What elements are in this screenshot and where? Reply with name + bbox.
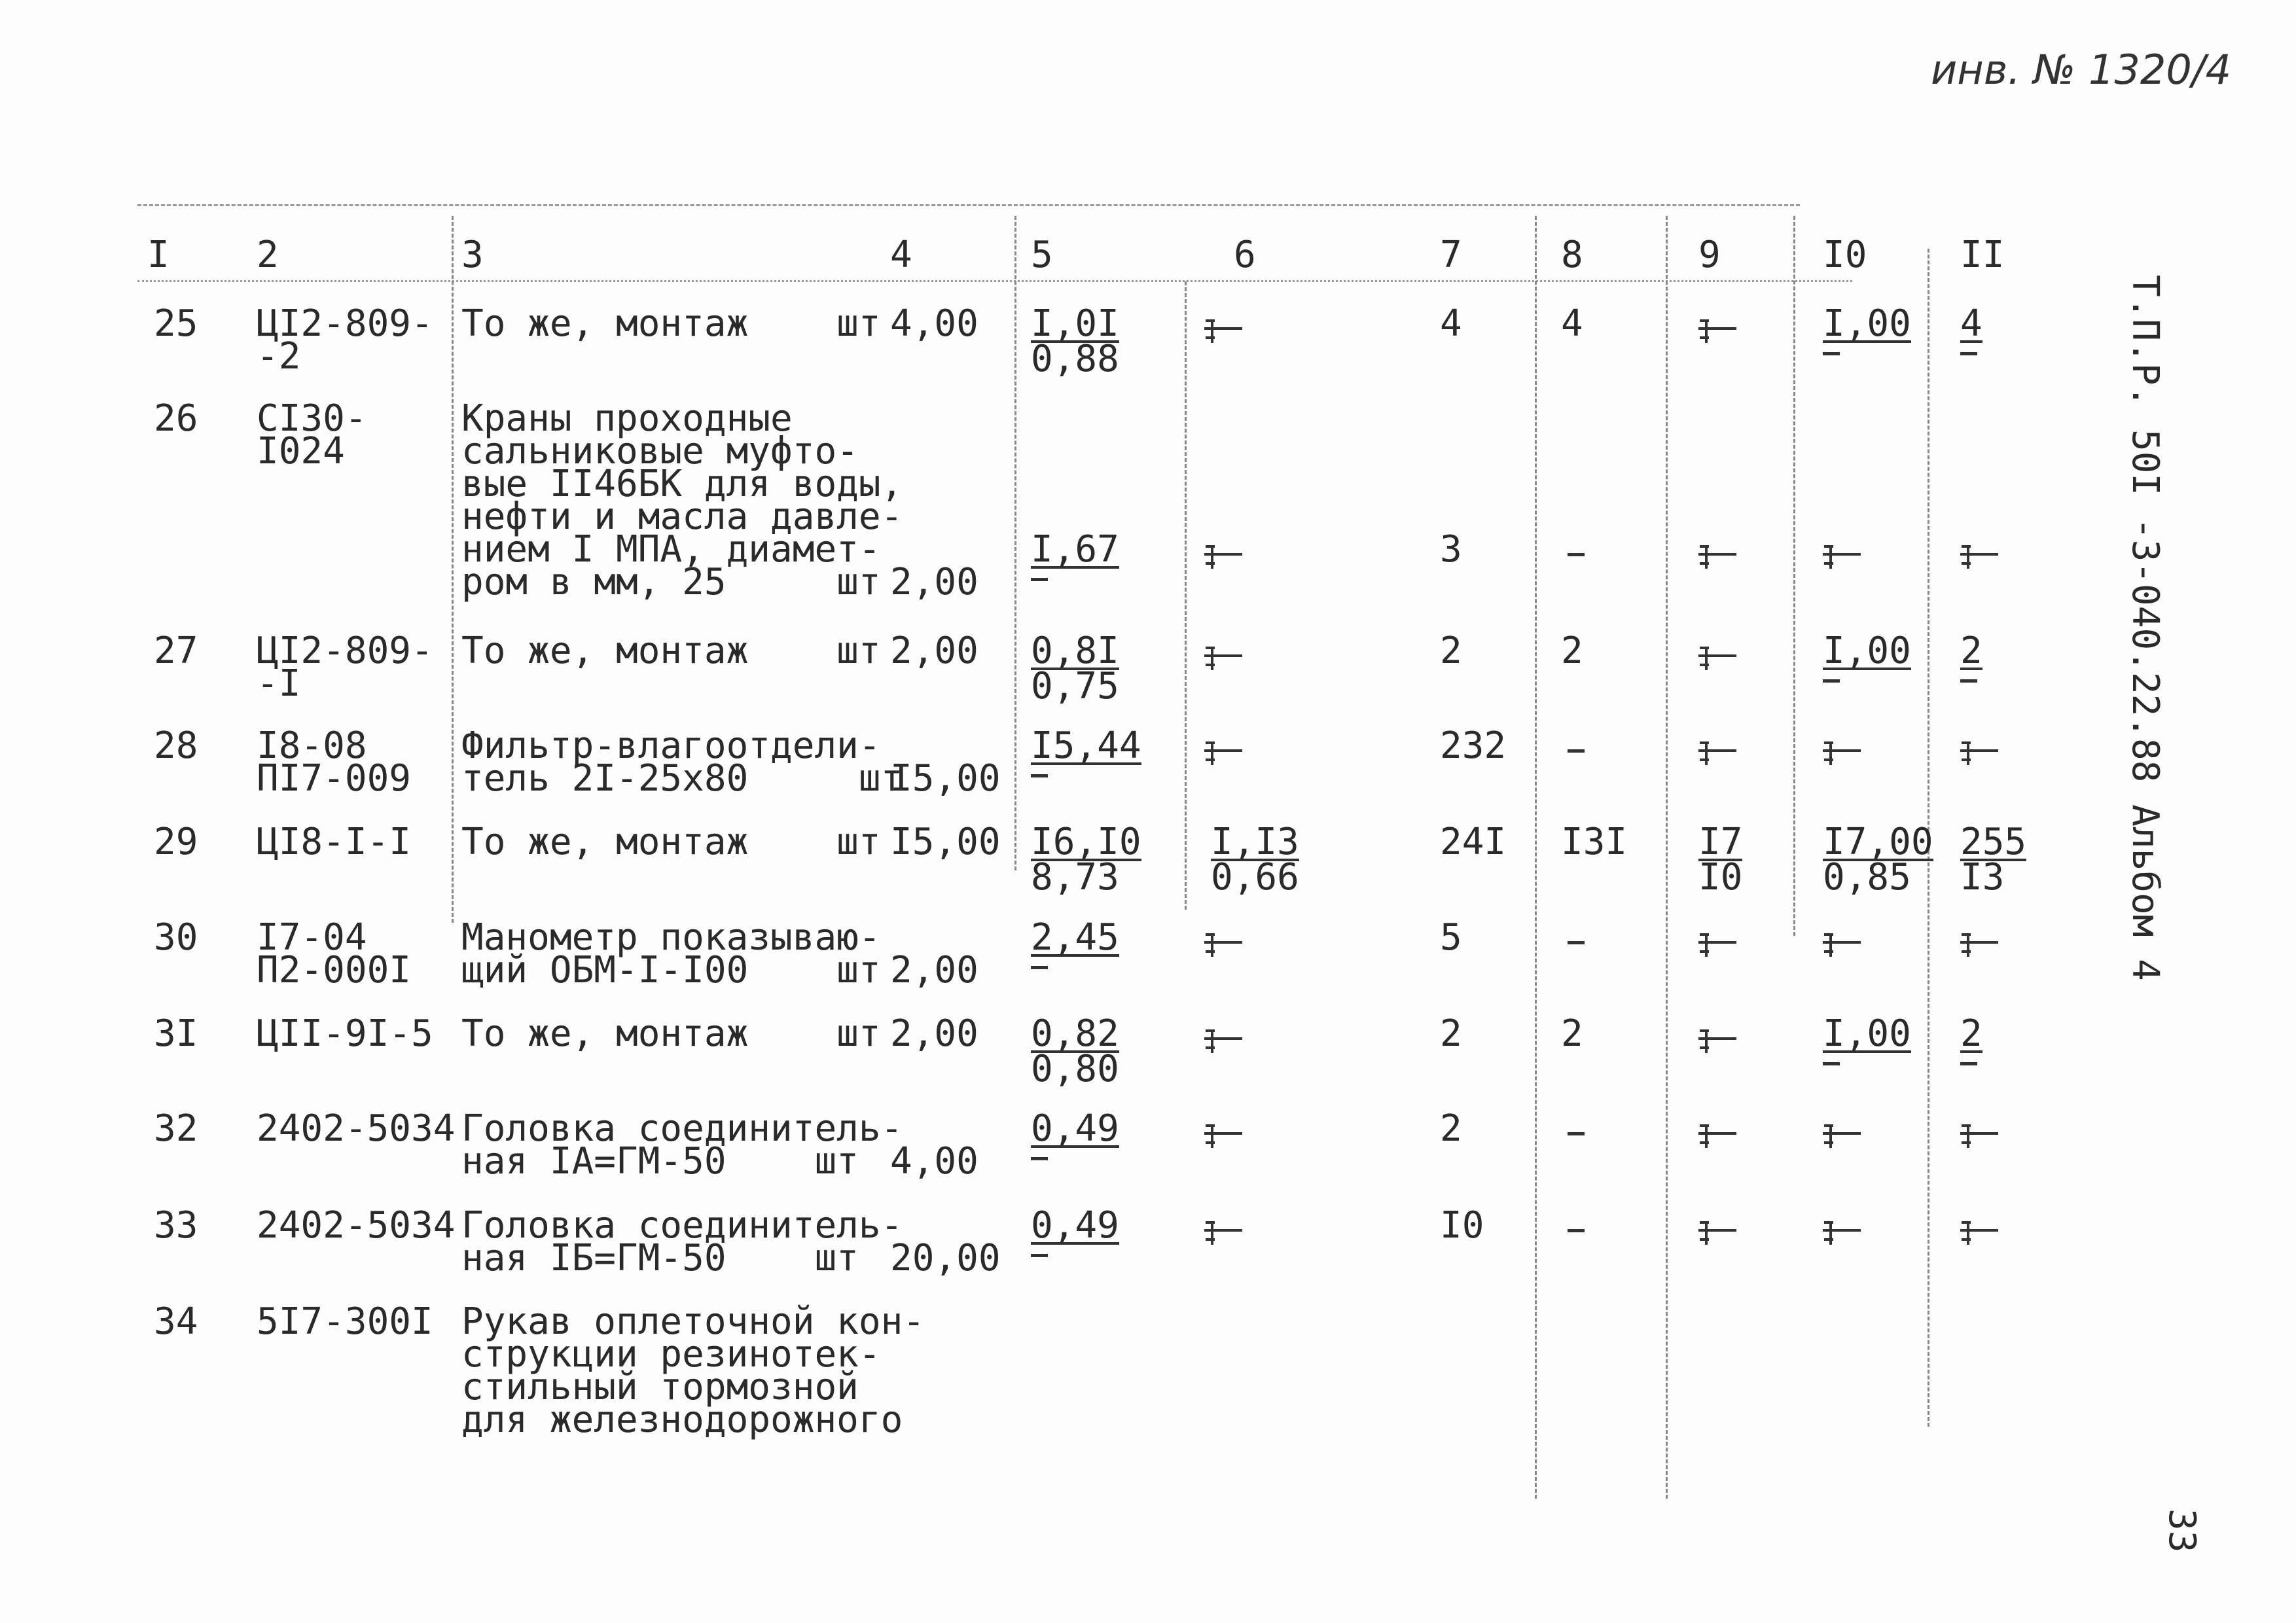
divider-col10 xyxy=(1793,216,1795,936)
row-code-line2: ПI7-009 xyxy=(257,757,412,800)
row-code: I8-08 xyxy=(257,724,367,767)
cell-col11-denominator xyxy=(1960,670,1977,683)
row-quantity: 2,00 xyxy=(890,630,978,672)
cell-col11-numerator: 2 xyxy=(1960,630,1982,672)
cell-col5 xyxy=(1031,630,1119,707)
row-quantity: 2,00 xyxy=(890,1012,978,1055)
row-description-line: Краны проходные xyxy=(461,397,793,440)
cell-col5-denominator: 0,88 xyxy=(1031,338,1119,380)
same-as-above-mark xyxy=(1698,1122,1738,1152)
row-description-line: Рукав оплеточной кон- xyxy=(461,1300,925,1343)
dash-mark xyxy=(1031,1254,1048,1257)
row-code: ЦII-9I-5 xyxy=(257,1012,433,1055)
row-number: 28 xyxy=(154,724,198,767)
row-description-line: тель 2I-25х80 шт xyxy=(461,757,903,800)
row-number: 29 xyxy=(154,821,198,863)
row-number: 32 xyxy=(154,1107,198,1150)
row-quantity: I5,00 xyxy=(890,757,1001,800)
cell-col9-numerator: I7 xyxy=(1698,821,1743,863)
cell-col9-denominator: I0 xyxy=(1698,856,1743,899)
cell-col5 xyxy=(1031,724,1141,777)
same-as-above-mark xyxy=(1698,1219,1738,1249)
row-number: 30 xyxy=(154,916,198,959)
row-quantity: 2,00 xyxy=(890,949,978,991)
cell-col5 xyxy=(1031,302,1119,380)
row-description-line: То же, монтаж шт xyxy=(461,821,881,863)
column-header-10: I0 xyxy=(1823,234,1867,276)
cell-col10 xyxy=(1823,1012,1911,1065)
cell-col10 xyxy=(1823,630,1911,683)
row-description-line: нием I МПА, диамет- xyxy=(461,528,881,571)
row-description-line: щий ОБМ-I-I00 шт xyxy=(461,949,881,991)
same-as-above-mark xyxy=(1698,931,1738,961)
divider-col9 xyxy=(1666,216,1668,1499)
cell-col5-denominator xyxy=(1031,569,1048,581)
column-header-3: 3 xyxy=(461,234,484,276)
cell-col5-numerator: 2,45 xyxy=(1031,916,1119,959)
cell-col5-numerator: 0,8I xyxy=(1031,630,1119,672)
dash-mark xyxy=(1031,774,1048,777)
dash-mark xyxy=(1568,941,1585,944)
cell-col10-numerator: I,00 xyxy=(1823,630,1911,672)
divider-col3 xyxy=(452,216,454,923)
same-as-above-mark xyxy=(1960,543,2000,573)
dash-mark xyxy=(1960,352,1977,355)
row-number: 27 xyxy=(154,630,198,672)
cell-col8: 2 xyxy=(1561,630,1583,672)
dash-mark xyxy=(1568,553,1585,556)
column-header-5: 5 xyxy=(1031,234,1053,276)
cell-col7: 232 xyxy=(1440,724,1507,767)
row-code: ЦI2-809- xyxy=(257,302,433,345)
cell-col5 xyxy=(1031,1012,1119,1090)
same-as-above-mark xyxy=(1823,739,1862,769)
cell-col11 xyxy=(1960,630,1982,683)
row-description-line: То же, монтаж шт xyxy=(461,630,881,672)
dash-mark xyxy=(1960,1062,1977,1065)
same-as-above-mark xyxy=(1204,931,1244,961)
same-as-above-mark xyxy=(1960,1122,2000,1152)
same-as-above-mark xyxy=(1204,543,1244,573)
same-as-above-mark xyxy=(1960,931,2000,961)
same-as-above-mark xyxy=(1823,1219,1862,1249)
cell-col5 xyxy=(1031,1107,1119,1160)
cell-col5-numerator: 0,82 xyxy=(1031,1012,1119,1055)
cell-col5-denominator xyxy=(1031,765,1048,777)
row-description-line: вые II46БК для воды, xyxy=(461,463,903,505)
cell-col8: 2 xyxy=(1561,1012,1583,1055)
same-as-above-mark xyxy=(1204,1027,1244,1057)
same-as-above-mark xyxy=(1823,1122,1862,1152)
row-number: 33 xyxy=(154,1204,198,1247)
cell-col5-denominator xyxy=(1031,1148,1048,1160)
row-code: ЦI8-I-I xyxy=(257,821,412,863)
cell-col11-denominator: I3 xyxy=(1960,856,2005,899)
row-description-line: Фильтр-влагоотдели- xyxy=(461,724,881,767)
row-quantity: 20,00 xyxy=(890,1237,1001,1279)
same-as-above-mark xyxy=(1698,317,1738,347)
cell-col8: 4 xyxy=(1561,302,1583,345)
dash-mark xyxy=(1568,749,1585,753)
same-as-above-mark xyxy=(1204,1219,1244,1249)
row-code: 2402-5034 xyxy=(257,1107,456,1150)
cell-col10-numerator: I,00 xyxy=(1823,1012,1911,1055)
cell-col7: 2 xyxy=(1440,1012,1462,1055)
cell-col5-denominator xyxy=(1031,957,1048,969)
row-quantity: 4,00 xyxy=(890,302,978,345)
same-as-above-mark xyxy=(1698,543,1738,573)
cell-col11-denominator xyxy=(1960,343,1977,355)
row-description-line: Головка соединитель- xyxy=(461,1107,903,1150)
cell-col11 xyxy=(1960,1012,1982,1065)
row-number: 3I xyxy=(154,1012,198,1055)
cell-col10-denominator xyxy=(1823,343,1840,355)
row-description-line: ная IА=ГМ-50 шт xyxy=(461,1140,859,1183)
row-code: 5I7-300I xyxy=(257,1300,433,1343)
cell-col11 xyxy=(1960,821,2027,899)
divider-col5 xyxy=(1014,216,1016,870)
cell-col10 xyxy=(1823,821,1933,899)
row-number: 26 xyxy=(154,397,198,440)
cell-col5-numerator: 0,49 xyxy=(1031,1107,1119,1150)
cell-col5-denominator xyxy=(1031,1245,1048,1257)
row-code: СI30- xyxy=(257,397,367,440)
cell-col7: 2 xyxy=(1440,630,1462,672)
cell-col10-numerator: I7,00 xyxy=(1823,821,1933,863)
cell-col11-numerator: 2 xyxy=(1960,1012,1982,1055)
row-code: ЦI2-809- xyxy=(257,630,433,672)
dash-mark xyxy=(1823,352,1840,355)
cell-col5-denominator: 0,75 xyxy=(1031,665,1119,707)
cell-col10-denominator xyxy=(1823,670,1840,683)
row-quantity: I5,00 xyxy=(890,821,1001,863)
cell-col6 xyxy=(1211,821,1299,899)
cell-col5-numerator: 0,49 xyxy=(1031,1204,1119,1247)
cell-col5 xyxy=(1031,528,1119,581)
dash-mark xyxy=(1823,1062,1840,1065)
row-description-line: сальниковые муфто- xyxy=(461,430,859,473)
dash-mark xyxy=(1960,679,1977,683)
row-description-line: То же, монтаж шт xyxy=(461,302,881,345)
dash-mark xyxy=(1031,578,1048,581)
column-header-2: 2 xyxy=(257,234,279,276)
row-description-line: струкции резинотек- xyxy=(461,1333,881,1376)
row-code-line2: П2-000I xyxy=(257,949,412,991)
row-code: 2402-5034 xyxy=(257,1204,456,1247)
cell-col11-numerator: 4 xyxy=(1960,302,1982,345)
same-as-above-mark xyxy=(1204,317,1244,347)
row-number: 25 xyxy=(154,302,198,345)
row-description-line: нефти и масла давле- xyxy=(461,495,903,538)
column-header-1: I xyxy=(147,234,170,276)
same-as-above-mark xyxy=(1204,739,1244,769)
row-description-line: То же, монтаж шт xyxy=(461,1012,881,1055)
column-header-8: 8 xyxy=(1561,234,1583,276)
cell-col9 xyxy=(1698,821,1743,899)
dash-mark xyxy=(1823,679,1840,683)
row-description-line: Манометр показываю- xyxy=(461,916,881,959)
cell-col8: I3I xyxy=(1561,821,1628,863)
column-header-4: 4 xyxy=(890,234,912,276)
dash-mark xyxy=(1568,1229,1585,1232)
header-rule xyxy=(137,204,1800,206)
inventory-note: инв. № 1320/4 xyxy=(1931,46,2232,94)
cell-col7: 2 xyxy=(1440,1107,1462,1150)
same-as-above-mark xyxy=(1204,1122,1244,1152)
cell-col5-denominator: 0,80 xyxy=(1031,1048,1119,1090)
side-title: Т.П.Р. 50I -3-040.22.88 Альбом 4 xyxy=(2124,275,2166,981)
same-as-above-mark xyxy=(1823,543,1862,573)
cell-col11-numerator: 255 xyxy=(1960,821,2027,863)
column-header-6: 6 xyxy=(1234,234,1256,276)
row-description-line: Головка соединитель- xyxy=(461,1204,903,1247)
cell-col10 xyxy=(1823,302,1911,355)
cell-col10-denominator xyxy=(1823,1053,1840,1065)
cell-col7: 24I xyxy=(1440,821,1507,863)
cell-col6-numerator: I,I3 xyxy=(1211,821,1299,863)
row-code-line2: -I xyxy=(257,662,301,705)
cell-col5 xyxy=(1031,916,1119,969)
cell-col10-numerator: I,00 xyxy=(1823,302,1911,345)
row-code-line2: -2 xyxy=(257,335,301,378)
row-number: 34 xyxy=(154,1300,198,1343)
same-as-above-mark xyxy=(1698,1027,1738,1057)
cell-col5-denominator: 8,73 xyxy=(1031,856,1119,899)
header-underline xyxy=(137,280,1852,282)
cell-col7: 4 xyxy=(1440,302,1462,345)
cell-col5 xyxy=(1031,1204,1119,1257)
column-header-7: 7 xyxy=(1440,234,1462,276)
same-as-above-mark xyxy=(1698,644,1738,674)
dash-mark xyxy=(1031,1157,1048,1160)
page-number: 33 xyxy=(2161,1508,2203,1553)
row-quantity: 2,00 xyxy=(890,561,978,603)
cell-col7: 3 xyxy=(1440,528,1462,571)
cell-col11-denominator xyxy=(1960,1053,1977,1065)
same-as-above-mark xyxy=(1960,1219,2000,1249)
cell-col5-numerator: I6,I0 xyxy=(1031,821,1141,863)
cell-col11 xyxy=(1960,302,1982,355)
cell-col5 xyxy=(1031,821,1141,899)
row-code-line2: I024 xyxy=(257,430,345,473)
row-code: I7-04 xyxy=(257,916,367,959)
cell-col5-numerator: I,0I xyxy=(1031,302,1119,345)
same-as-above-mark xyxy=(1698,739,1738,769)
same-as-above-mark xyxy=(1823,931,1862,961)
same-as-above-mark xyxy=(1960,739,2000,769)
row-description-line: для железнодорожного xyxy=(461,1399,903,1441)
row-quantity: 4,00 xyxy=(890,1140,978,1183)
dash-mark xyxy=(1031,966,1048,969)
row-description-line: стильный тормозной xyxy=(461,1366,859,1408)
cell-col6-denominator: 0,66 xyxy=(1211,856,1299,899)
cell-col5-numerator: I,67 xyxy=(1031,528,1119,571)
cell-col7: 5 xyxy=(1440,916,1462,959)
cell-col5-numerator: I5,44 xyxy=(1031,724,1141,767)
divider-col8 xyxy=(1535,216,1537,1499)
row-description-line: ная IБ=ГМ-50 шт xyxy=(461,1237,859,1279)
column-header-9: 9 xyxy=(1698,234,1721,276)
divider-col6 xyxy=(1185,281,1187,910)
dash-mark xyxy=(1568,1132,1585,1135)
same-as-above-mark xyxy=(1204,644,1244,674)
cell-col10-denominator: 0,85 xyxy=(1823,856,1911,899)
column-header-11: II xyxy=(1960,234,2005,276)
cell-col7: I0 xyxy=(1440,1204,1484,1247)
row-description-line: ром в мм, 25 шт xyxy=(461,561,881,603)
